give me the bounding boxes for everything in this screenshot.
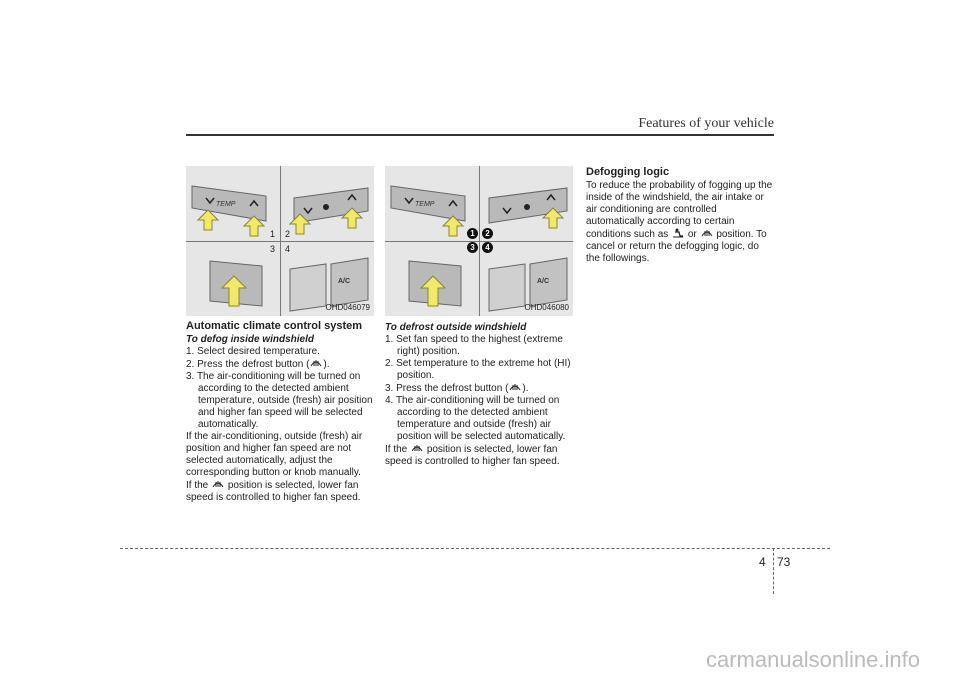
ac-button-label: A/C xyxy=(537,278,550,285)
paragraph: If the position is selected, lower fan speed is controlled to higher fan speed. xyxy=(385,444,560,467)
defrost-icon xyxy=(211,479,225,489)
step-3: 3. Press the defrost button ( ). xyxy=(385,383,529,394)
figure-divider-horizontal xyxy=(385,241,573,242)
section-title: Features of your vehicle xyxy=(638,116,774,131)
step-4: 4. The air-conditioning will be turned on according to the detected ambient temperature and outside (fresh) air position will be selected automatically. xyxy=(385,395,566,442)
footer-divider-vertical xyxy=(773,548,774,594)
figure-label-2: 2 xyxy=(482,228,493,239)
figure-defrost-outside xyxy=(385,166,573,316)
figure-label-2: 2 xyxy=(285,229,291,239)
paragraph: If the position is selected, lower fan speed is controlled to higher fan speed. xyxy=(186,480,361,503)
step-2: 2. Set temperature to the extreme hot (HI) position. xyxy=(385,358,571,381)
paragraph: To reduce the probability of fogging up the inside of the windshield, the air intake or air conditioning are controlled automatically according to certain conditions such as or position. To cancel or return the defogging logic, do the followings. xyxy=(586,180,773,264)
figure-label-3: 3 xyxy=(467,242,478,253)
step-2: 2. Press the defrost button ( ). xyxy=(186,359,330,370)
figure-code: OHD046079 xyxy=(325,303,370,312)
chapter-number: 4 xyxy=(759,555,766,569)
page-number: 73 xyxy=(777,555,791,569)
figure-code: OHD046080 xyxy=(524,303,569,312)
ac-button-icon xyxy=(530,258,567,306)
step-1: 1. Set fan speed to the highest (extreme right) position. xyxy=(385,334,563,357)
step-1: 1. Select desired temperature. xyxy=(186,346,320,357)
floor-defrost-icon xyxy=(671,228,685,238)
ac-button-label: A/C xyxy=(338,278,351,285)
figure-label-4: 4 xyxy=(482,242,493,253)
figure-label-1: 1 xyxy=(270,229,276,239)
figure-label-3: 3 xyxy=(270,244,276,254)
column-2 xyxy=(385,166,573,468)
temp-button-label: TEMP xyxy=(216,201,236,208)
section-heading: Automatic climate control system xyxy=(186,320,363,332)
ac-button-icon xyxy=(331,258,368,306)
figure-defog-inside xyxy=(186,166,374,316)
footer-divider xyxy=(120,548,830,549)
defrost-icon xyxy=(700,228,714,238)
subsection-heading: To defrost outside windshield xyxy=(385,322,527,333)
watermark: carmanualsonline.info xyxy=(705,647,920,672)
figure-divider-horizontal xyxy=(186,241,374,242)
step-3: 3. The air-conditioning will be turned on according to the detected ambient temperature, outside (fresh) air position and higher fan speed will be selected automatically. xyxy=(186,371,373,430)
subsection-heading: To defog inside windshield xyxy=(186,334,314,345)
temp-button-label: TEMP xyxy=(415,201,435,208)
defrost-icon xyxy=(508,382,522,392)
figure-label-4: 4 xyxy=(285,244,291,254)
recirc-button-icon xyxy=(489,264,525,311)
column-3 xyxy=(586,166,774,265)
paragraph: If the air-conditioning, outside (fresh) air position and higher fan speed are not selected automatically, adjust the corresponding button or knob manually. xyxy=(186,431,363,478)
column-1 xyxy=(186,166,374,504)
figure-label-1: 1 xyxy=(467,228,478,239)
defrost-icon xyxy=(309,358,323,368)
header-divider xyxy=(186,134,774,136)
recirc-button-icon xyxy=(290,264,326,311)
defrost-icon xyxy=(410,443,424,453)
section-heading: Defogging logic xyxy=(586,166,670,178)
